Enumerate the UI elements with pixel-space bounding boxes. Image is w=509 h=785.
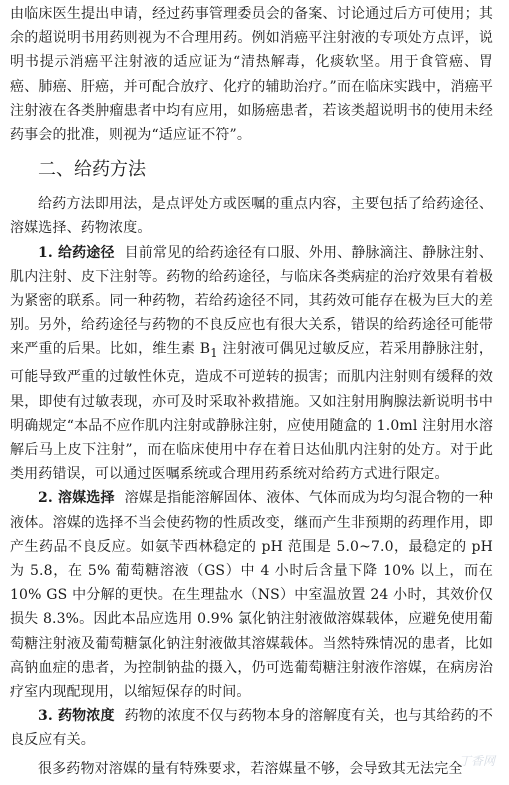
paragraph-solvent <box>10 486 493 704</box>
item-text-route-b: 注射液可偶见过敏反应，若采用静脉注射，可能导致严重的过敏性休克，造成不可逆转的损害；而肌内注射则有缓释的效果，即使有过敏表现，亦可及时采取补救措施。又如注射用胸腺法新说明书中明确规定“本品不应作肌内注射或静脉注射，应使用随盒的 1.0ml 注射用水溶解后马上皮下注射”，而在临床使用中存在着日达仙肌内注射的处方。对于此类用药错误，可以通过医嘱系统或合理用药系统对给药方式进行限定。 <box>10 341 493 483</box>
item-label-route: 1. 给药途径 <box>38 244 115 261</box>
paragraph-previous-section: 由临床医生提出申请，经过药事管理委员会的备案、讨论通过后方可使用；其余的超说明书用药则视为不合理用药。例如消癌平注射液的专项处方点评，说明书提示消癌平注射液的适应证为“清热解毒，化痰软坚。用于食管癌、胃癌、肺癌、肝癌，并可配合放疗、化疗的辅助治疗。”而在临床实践中，消癌平注射液在各类肿瘤患者中均有应用，如肠癌患者，若该类超说明书的使用未经药事会的批准，则视为“适应证不符”。 <box>10 6 493 144</box>
item-label-concentration: 3. 药物浓度 <box>38 708 115 725</box>
item-label-solvent: 2. 溶媒选择 <box>38 490 115 507</box>
item-text-route-a: 目前常见的给药途径有口服、外用、静脉滴注、静脉注射、肌内注射、皮下注射等。药物的给药途径，与临床各类病症的治疗效果有着极为紧密的联系。同一种药物，若给药途径不同，其药效可能存在极为巨大的差别。另外，给药途径与药物的不良反应也有很大关系，错误的给药途径可能带来严重的后果。比如，维生素 B <box>10 244 493 358</box>
subscript-b1: 1 <box>210 346 218 361</box>
paragraph-intro: 给药方法即用法，是点评处方或医嘱的重点内容，主要包括了给药途径、溶媒选择、药物浓度。 <box>10 196 493 237</box>
item-text-concentration: 药物的浓度不仅与药物本身的溶解度有关，也与其给药的不良反应有关。 <box>10 708 493 749</box>
paragraph-concentration <box>10 704 493 752</box>
item-text-solvent: 溶媒是指能溶解固体、液体、气体而成为均匀混合物的一种液体。溶媒的选择不当会使药物的性质改变，继而产生非预期的药理作用，即产生药品不良反应。如氨苄西林稳定的 pH 范围是 5.0~7.0，最稳定的 pH 为 5.8，在 5% 葡萄糖溶液（GS）中 4 小时后含量下降 10% 以上，而在 10% GS 中分解的更快。在生理盐水（NS）中室温放置 24 小时，其效价仅损失 8.3%。因此本品应选用 0.9% 氯化钠注射液做溶媒载体，应避免使用葡萄糖注射液及葡萄糖氯化钠注射液做其溶媒载体。当然特殊情况的患者，比如高钠血症的患者，为控制钠盐的摄入，仍可选葡萄糖注射液作溶媒，在病房治疗室内现配现用，以缩短保存的时间。 <box>10 490 493 701</box>
paragraph-route <box>10 241 493 487</box>
section-heading: 二、给药方法 <box>38 159 146 181</box>
watermark-logo: 丁香网 <box>458 754 495 768</box>
paragraph-last: 很多药物对溶媒的量有特殊要求，若溶媒量不够，会导致其无法完全 <box>38 760 463 777</box>
